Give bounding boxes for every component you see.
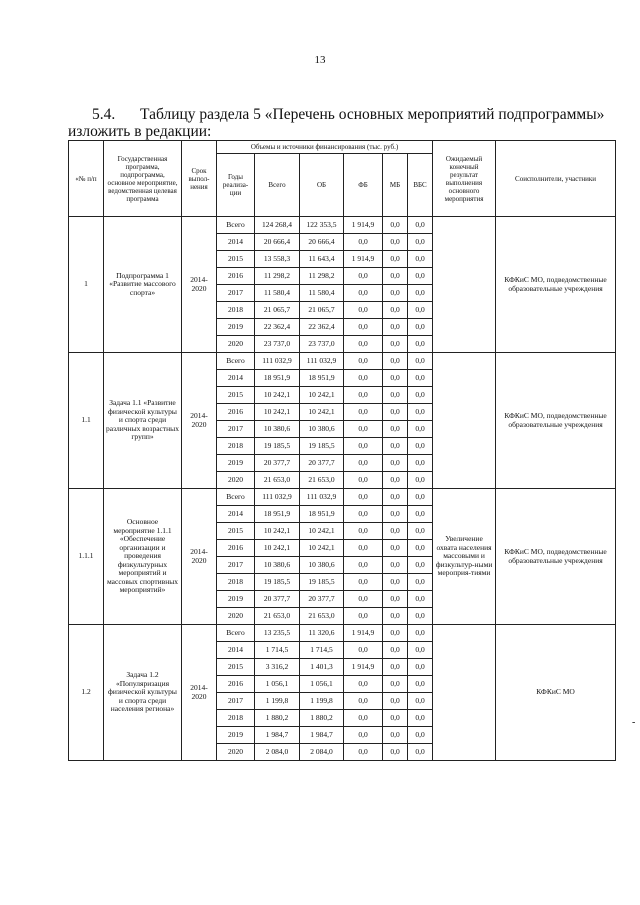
total-cell: 22 362,4 — [255, 319, 300, 336]
period: 2014-2020 — [182, 217, 217, 353]
fb-cell: 0,0 — [344, 268, 383, 285]
total-cell: 21 653,0 — [255, 608, 300, 625]
vbs-cell: 0,0 — [408, 489, 433, 506]
fb-cell: 0,0 — [344, 591, 383, 608]
mb-cell: 0,0 — [383, 421, 408, 438]
row-index: 1 — [69, 217, 104, 353]
mb-cell: 0,0 — [383, 336, 408, 353]
ob-cell: 2 084,0 — [300, 744, 344, 761]
mb-cell: 0,0 — [383, 251, 408, 268]
mb-cell: 0,0 — [383, 693, 408, 710]
vbs-cell: 0,0 — [408, 370, 433, 387]
mb-cell: 0,0 — [383, 710, 408, 727]
vbs-cell: 0,0 — [408, 625, 433, 642]
vbs-cell: 0,0 — [408, 421, 433, 438]
table-row — [69, 217, 616, 234]
total-cell: 10 242,1 — [255, 387, 300, 404]
year-cell: 2019 — [217, 591, 255, 608]
total-cell: 23 737,0 — [255, 336, 300, 353]
header-fb: ФБ — [344, 154, 383, 217]
mb-cell: 0,0 — [383, 506, 408, 523]
header-funding-group: Объемы и источники финансирования (тыс. руб.) — [217, 141, 433, 154]
activities-table — [68, 140, 616, 761]
ob-cell: 1 401,3 — [300, 659, 344, 676]
vbs-cell: 0,0 — [408, 710, 433, 727]
vbs-cell: 0,0 — [408, 251, 433, 268]
period: 2014-2020 — [182, 489, 217, 625]
year-cell: 2020 — [217, 472, 255, 489]
ob-cell: 21 653,0 — [300, 608, 344, 625]
ob-cell: 20 377,7 — [300, 455, 344, 472]
total-cell: 10 242,1 — [255, 523, 300, 540]
fb-cell: 0,0 — [344, 608, 383, 625]
total-cell: 10 380,6 — [255, 557, 300, 574]
vbs-cell: 0,0 — [408, 557, 433, 574]
vbs-cell: 0,0 — [408, 438, 433, 455]
vbs-cell: 0,0 — [408, 727, 433, 744]
mb-cell: 0,0 — [383, 642, 408, 659]
vbs-cell: 0,0 — [408, 268, 433, 285]
period: 2014-2020 — [182, 353, 217, 489]
vbs-cell: 0,0 — [408, 744, 433, 761]
vbs-cell: 0,0 — [408, 659, 433, 676]
year-cell: Всего — [217, 217, 255, 234]
mb-cell: 0,0 — [383, 489, 408, 506]
vbs-cell: 0,0 — [408, 404, 433, 421]
year-cell: 2017 — [217, 421, 255, 438]
total-cell: 111 032,9 — [255, 489, 300, 506]
fb-cell: 0,0 — [344, 319, 383, 336]
mb-cell: 0,0 — [383, 302, 408, 319]
year-cell: 2019 — [217, 727, 255, 744]
vbs-cell: 0,0 — [408, 574, 433, 591]
year-cell: Всего — [217, 625, 255, 642]
fb-cell: 0,0 — [344, 404, 383, 421]
row-index: 1.2 — [69, 625, 104, 761]
ob-cell: 18 951,9 — [300, 370, 344, 387]
header-mb: МБ — [383, 154, 408, 217]
year-cell: 2018 — [217, 438, 255, 455]
total-cell: 1 880,2 — [255, 710, 300, 727]
header-expected-result: Ожидаемый конечный результат выполнения основного мероприятия — [433, 141, 496, 217]
year-cell: 2014 — [217, 370, 255, 387]
total-cell: 10 242,1 — [255, 540, 300, 557]
mb-cell: 0,0 — [383, 625, 408, 642]
year-cell: 2017 — [217, 285, 255, 302]
header-program: Государственная программа, подпрограмма, основное мероприятие, ведомственная целевая программа — [104, 141, 182, 217]
year-cell: 2014 — [217, 506, 255, 523]
margin-mark: - — [632, 717, 636, 728]
period: 2014-2020 — [182, 625, 217, 761]
program-name: Задача 1.2 «Популяризация физической культуры и спорта среди населения региона» — [104, 625, 182, 761]
year-cell: 2018 — [217, 710, 255, 727]
mb-cell: 0,0 — [383, 523, 408, 540]
fb-cell: 0,0 — [344, 693, 383, 710]
ob-cell: 10 242,1 — [300, 540, 344, 557]
total-cell: 13 235,5 — [255, 625, 300, 642]
year-cell: 2016 — [217, 676, 255, 693]
fb-cell: 0,0 — [344, 523, 383, 540]
vbs-cell: 0,0 — [408, 693, 433, 710]
mb-cell: 0,0 — [383, 591, 408, 608]
header-ob: ОБ — [300, 154, 344, 217]
mb-cell: 0,0 — [383, 455, 408, 472]
vbs-cell: 0,0 — [408, 234, 433, 251]
ob-cell: 1 714,5 — [300, 642, 344, 659]
mb-cell: 0,0 — [383, 608, 408, 625]
ob-cell: 1 056,1 — [300, 676, 344, 693]
vbs-cell: 0,0 — [408, 506, 433, 523]
heading-text: Таблицу раздела 5 «Перечень основных мероприятий подпрограммы» изложить в редакции: — [68, 106, 605, 140]
vbs-cell: 0,0 — [408, 285, 433, 302]
total-cell: 10 242,1 — [255, 404, 300, 421]
fb-cell: 0,0 — [344, 710, 383, 727]
mb-cell: 0,0 — [383, 574, 408, 591]
mb-cell: 0,0 — [383, 319, 408, 336]
year-cell: 2018 — [217, 302, 255, 319]
ob-cell: 19 185,5 — [300, 574, 344, 591]
vbs-cell: 0,0 — [408, 608, 433, 625]
vbs-cell: 0,0 — [408, 319, 433, 336]
fb-cell: 1 914,9 — [344, 251, 383, 268]
total-cell: 20 377,7 — [255, 591, 300, 608]
ob-cell: 122 353,5 — [300, 217, 344, 234]
fb-cell: 0,0 — [344, 574, 383, 591]
year-cell: Всего — [217, 353, 255, 370]
total-cell: 18 951,9 — [255, 370, 300, 387]
expected-result: Увеличение охвата населения массовыми и физкультур-ными мероприя-тиями — [433, 489, 496, 625]
year-cell: 2019 — [217, 455, 255, 472]
ob-cell: 11 580,4 — [300, 285, 344, 302]
table-row — [69, 625, 616, 642]
vbs-cell: 0,0 — [408, 540, 433, 557]
fb-cell: 0,0 — [344, 336, 383, 353]
ob-cell: 20 377,7 — [300, 591, 344, 608]
ob-cell: 10 380,6 — [300, 557, 344, 574]
fb-cell: 0,0 — [344, 506, 383, 523]
mb-cell: 0,0 — [383, 676, 408, 693]
fb-cell: 0,0 — [344, 676, 383, 693]
header-executors: Соисполнители, участники — [496, 141, 616, 217]
mb-cell: 0,0 — [383, 744, 408, 761]
mb-cell: 0,0 — [383, 285, 408, 302]
fb-cell: 1 914,9 — [344, 659, 383, 676]
fb-cell: 1 914,9 — [344, 625, 383, 642]
total-cell: 111 032,9 — [255, 353, 300, 370]
ob-cell: 1 984,7 — [300, 727, 344, 744]
fb-cell: 0,0 — [344, 557, 383, 574]
fb-cell: 1 914,9 — [344, 217, 383, 234]
vbs-cell: 0,0 — [408, 676, 433, 693]
table-row — [69, 489, 616, 506]
total-cell: 11 580,4 — [255, 285, 300, 302]
total-cell: 124 268,4 — [255, 217, 300, 234]
fb-cell: 0,0 — [344, 370, 383, 387]
program-name: Подпрограмма 1 «Развитие массового спорта» — [104, 217, 182, 353]
year-cell: 2016 — [217, 268, 255, 285]
year-cell: 2017 — [217, 557, 255, 574]
ob-cell: 21 653,0 — [300, 472, 344, 489]
page-number: 13 — [314, 54, 326, 66]
ob-cell: 23 737,0 — [300, 336, 344, 353]
ob-cell: 21 065,7 — [300, 302, 344, 319]
total-cell: 2 084,0 — [255, 744, 300, 761]
table-header — [69, 141, 616, 217]
row-index: 1.1.1 — [69, 489, 104, 625]
year-cell: 2015 — [217, 251, 255, 268]
total-cell: 18 951,9 — [255, 506, 300, 523]
mb-cell: 0,0 — [383, 268, 408, 285]
expected-result — [433, 217, 496, 353]
ob-cell: 1 880,2 — [300, 710, 344, 727]
year-cell: 2016 — [217, 540, 255, 557]
total-cell: 20 666,4 — [255, 234, 300, 251]
total-cell: 19 185,5 — [255, 574, 300, 591]
fb-cell: 0,0 — [344, 421, 383, 438]
executors: КФКиС МО, подведомственные образовательные учреждения — [496, 217, 616, 353]
fb-cell: 0,0 — [344, 642, 383, 659]
year-cell: 2020 — [217, 336, 255, 353]
mb-cell: 0,0 — [383, 540, 408, 557]
table-body — [69, 217, 616, 761]
total-cell: 21 653,0 — [255, 472, 300, 489]
year-cell: 2014 — [217, 642, 255, 659]
total-cell: 1 199,8 — [255, 693, 300, 710]
total-cell: 21 065,7 — [255, 302, 300, 319]
mb-cell: 0,0 — [383, 404, 408, 421]
header-total: Всего — [255, 154, 300, 217]
header-vbs: ВБС — [408, 154, 433, 217]
vbs-cell: 0,0 — [408, 217, 433, 234]
fb-cell: 0,0 — [344, 472, 383, 489]
expected-result — [433, 353, 496, 489]
ob-cell: 111 032,9 — [300, 353, 344, 370]
executors: КФКиС МО — [496, 625, 616, 761]
ob-cell: 20 666,4 — [300, 234, 344, 251]
executors: КФКиС МО, подведомственные образовательные учреждения — [496, 489, 616, 625]
year-cell: 2018 — [217, 574, 255, 591]
vbs-cell: 0,0 — [408, 591, 433, 608]
year-cell: 2015 — [217, 523, 255, 540]
total-cell: 11 298,2 — [255, 268, 300, 285]
fb-cell: 0,0 — [344, 302, 383, 319]
ob-cell: 22 362,4 — [300, 319, 344, 336]
total-cell: 3 316,2 — [255, 659, 300, 676]
vbs-cell: 0,0 — [408, 455, 433, 472]
program-name: Задача 1.1 «Развитие физической культуры и спорта среди различных возрастных групп» — [104, 353, 182, 489]
total-cell: 13 558,3 — [255, 251, 300, 268]
year-cell: 2017 — [217, 693, 255, 710]
fb-cell: 0,0 — [344, 744, 383, 761]
ob-cell: 11 320,6 — [300, 625, 344, 642]
year-cell: 2020 — [217, 608, 255, 625]
fb-cell: 0,0 — [344, 489, 383, 506]
mb-cell: 0,0 — [383, 727, 408, 744]
section-heading — [68, 106, 608, 140]
total-cell: 19 185,5 — [255, 438, 300, 455]
mb-cell: 0,0 — [383, 370, 408, 387]
year-cell: 2019 — [217, 319, 255, 336]
fb-cell: 0,0 — [344, 285, 383, 302]
mb-cell: 0,0 — [383, 659, 408, 676]
ob-cell: 18 951,9 — [300, 506, 344, 523]
ob-cell: 11 298,2 — [300, 268, 344, 285]
mb-cell: 0,0 — [383, 438, 408, 455]
vbs-cell: 0,0 — [408, 523, 433, 540]
ob-cell: 10 380,6 — [300, 421, 344, 438]
header-years: Годы реализа-ции — [217, 154, 255, 217]
vbs-cell: 0,0 — [408, 336, 433, 353]
ob-cell: 10 242,1 — [300, 387, 344, 404]
total-cell: 10 380,6 — [255, 421, 300, 438]
fb-cell: 0,0 — [344, 438, 383, 455]
ob-cell: 1 199,8 — [300, 693, 344, 710]
mb-cell: 0,0 — [383, 234, 408, 251]
ob-cell: 10 242,1 — [300, 523, 344, 540]
mb-cell: 0,0 — [383, 387, 408, 404]
ob-cell: 11 643,4 — [300, 251, 344, 268]
fb-cell: 0,0 — [344, 234, 383, 251]
program-name: Основное мероприятие 1.1.1 «Обеспечение организации и проведения физкультурных мероприятий и массовых спортивных мероприятий» — [104, 489, 182, 625]
mb-cell: 0,0 — [383, 353, 408, 370]
mb-cell: 0,0 — [383, 472, 408, 489]
year-cell: 2016 — [217, 404, 255, 421]
vbs-cell: 0,0 — [408, 353, 433, 370]
vbs-cell: 0,0 — [408, 387, 433, 404]
ob-cell: 111 032,9 — [300, 489, 344, 506]
total-cell: 1 056,1 — [255, 676, 300, 693]
vbs-cell: 0,0 — [408, 302, 433, 319]
ob-cell: 10 242,1 — [300, 404, 344, 421]
header-num: «№ п/п — [69, 141, 104, 217]
total-cell: 20 377,7 — [255, 455, 300, 472]
vbs-cell: 0,0 — [408, 642, 433, 659]
year-cell: 2020 — [217, 744, 255, 761]
ob-cell: 19 185,5 — [300, 438, 344, 455]
fb-cell: 0,0 — [344, 455, 383, 472]
year-cell: 2015 — [217, 659, 255, 676]
expected-result — [433, 625, 496, 761]
year-cell: 2014 — [217, 234, 255, 251]
vbs-cell: 0,0 — [408, 472, 433, 489]
fb-cell: 0,0 — [344, 727, 383, 744]
year-cell: 2015 — [217, 387, 255, 404]
fb-cell: 0,0 — [344, 353, 383, 370]
mb-cell: 0,0 — [383, 217, 408, 234]
year-cell: Всего — [217, 489, 255, 506]
fb-cell: 0,0 — [344, 387, 383, 404]
total-cell: 1 984,7 — [255, 727, 300, 744]
row-index: 1.1 — [69, 353, 104, 489]
executors: КФКиС МО, подведомственные образовательные учреждения — [496, 353, 616, 489]
header-period: Срок выпол-нения — [182, 141, 217, 217]
total-cell: 1 714,5 — [255, 642, 300, 659]
mb-cell: 0,0 — [383, 557, 408, 574]
heading-number: 5.4. — [92, 106, 116, 123]
table-row — [69, 353, 616, 370]
fb-cell: 0,0 — [344, 540, 383, 557]
